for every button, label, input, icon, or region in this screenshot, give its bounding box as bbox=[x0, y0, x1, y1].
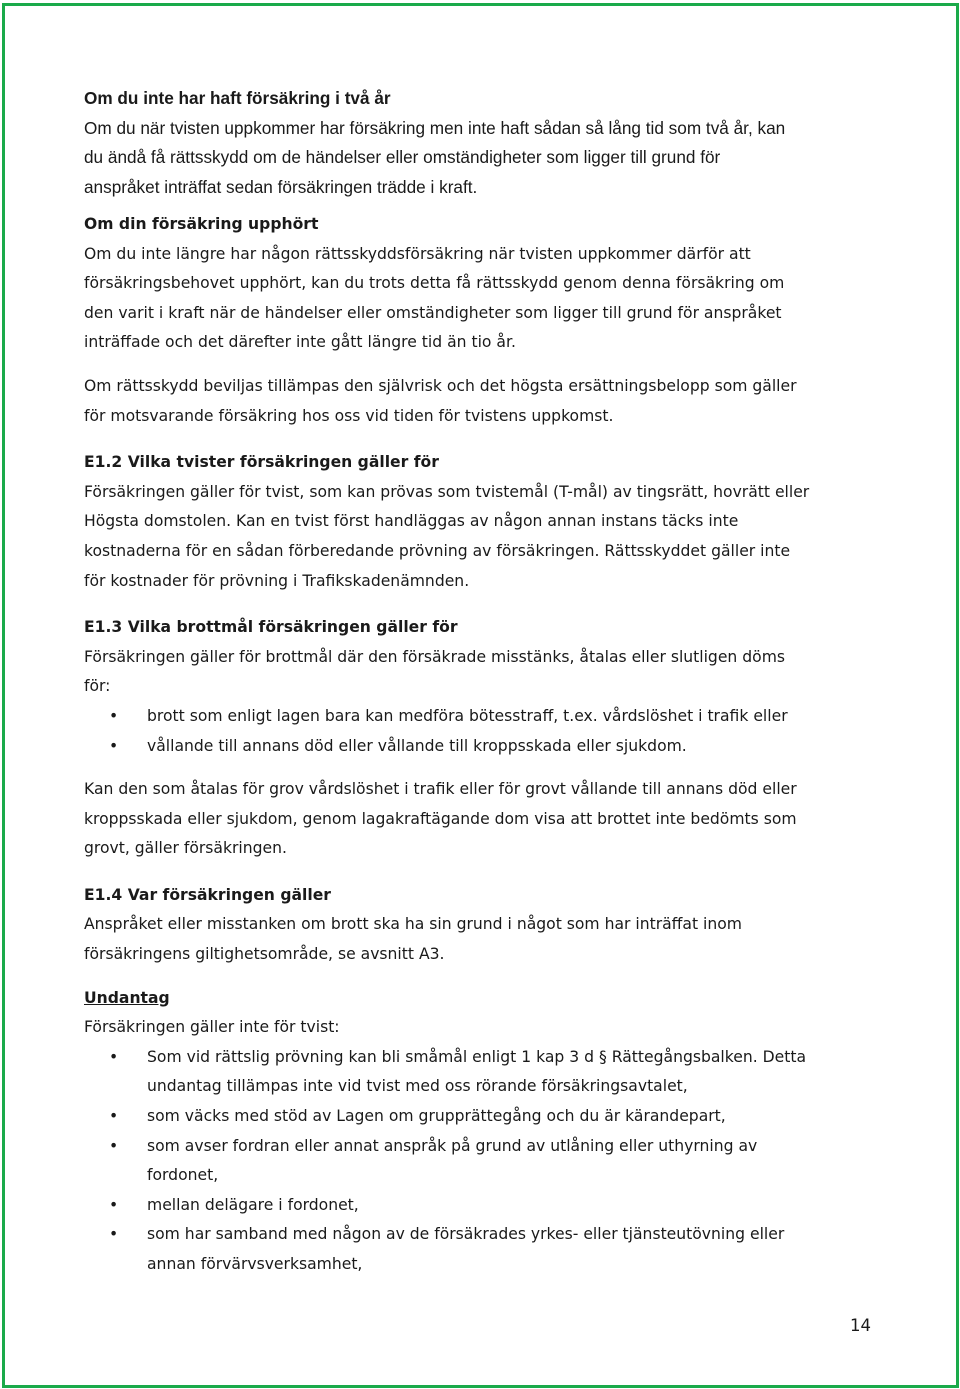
text-line: försäkringens giltighetsområde, se avsnitt A3. bbox=[84, 945, 445, 964]
list-item bbox=[84, 1043, 884, 1102]
bullet-icon: • bbox=[109, 1225, 119, 1244]
list-item-line: som avser fordran eller annat anspråk på grund av utlåning eller uthyrning av bbox=[147, 1136, 758, 1155]
section-heading: Undantag bbox=[84, 988, 170, 1007]
text-line: Om du inte längre har någon rättsskyddsförsäkring när tvisten uppkommer därför att bbox=[84, 244, 751, 263]
text-line: den varit i kraft när de händelser eller omständigheter som ligger till grund för anspråket bbox=[84, 303, 782, 322]
section-gross-negligence bbox=[84, 775, 884, 864]
list-item bbox=[84, 1132, 884, 1191]
list-item bbox=[84, 1102, 884, 1132]
section-no-insurance-two-years bbox=[84, 84, 884, 202]
list-item-line: fordonet, bbox=[147, 1166, 219, 1185]
list-item-line: Som vid rättslig prövning kan bli småmål enligt 1 kap 3 d § Rättegångsbalken. Detta bbox=[147, 1047, 807, 1066]
list-item-line: annan förvärvsverksamhet, bbox=[147, 1255, 363, 1273]
text-line: Högsta domstolen. Kan en tvist först handläggas av någon annan instans täcks inte bbox=[84, 512, 739, 531]
list-item bbox=[84, 1220, 884, 1279]
text-line: Anspråket eller misstanken om brott ska ha sin grund i något som har inträffat inom bbox=[84, 915, 742, 934]
list-item-line: mellan delägare i fordonet, bbox=[147, 1195, 359, 1214]
text-line: för motsvarande försäkring hos oss vid tiden för tvistens uppkomst. bbox=[84, 406, 614, 425]
list-item-line: undantag tillämpas inte vid tvist med oss rörande försäkringsavtalet, bbox=[147, 1077, 688, 1096]
bullet-icon: • bbox=[109, 1107, 119, 1126]
bullet-icon: • bbox=[109, 1047, 119, 1066]
section-insurance-ended bbox=[84, 210, 884, 358]
section-heading: E1.4 Var försäkringen gäller bbox=[84, 885, 331, 904]
bullet-icon: • bbox=[109, 706, 119, 725]
section-e1-3 bbox=[84, 613, 884, 761]
page-number: 14 bbox=[850, 1316, 871, 1335]
section-heading: E1.3 Vilka brottmål försäkringen gäller för bbox=[84, 618, 458, 637]
text-line: Försäkringen gäller för brottmål där den försäkrade misstänks, åtalas eller slutligen döms bbox=[84, 647, 786, 666]
bullet-list bbox=[84, 1043, 884, 1280]
text-line: för: bbox=[84, 677, 111, 696]
list-item-text: brott som enligt lagen bara kan medföra bötesstraff, t.ex. vårdslöshet i trafik eller bbox=[147, 706, 788, 725]
text-line: du ändå få rättsskydd om de händelser eller omständigheter som ligger till grund för bbox=[84, 147, 721, 167]
list-item bbox=[84, 1191, 884, 1221]
list-item bbox=[84, 732, 884, 762]
list-item-line: som väcks med stöd av Lagen om grupprättegång och du är kärandepart, bbox=[147, 1107, 726, 1126]
list-item-text: vållande till annans död eller vållande till kroppsskada eller sjukdom. bbox=[147, 736, 687, 755]
section-e1-2 bbox=[84, 448, 884, 596]
text-line: Kan den som åtalas för grov vårdslöshet i trafik eller för grovt vållande till annans död eller bbox=[84, 780, 797, 799]
section-deductible bbox=[84, 372, 884, 431]
bullet-icon: • bbox=[109, 1195, 119, 1214]
section-heading: E1.2 Vilka tvister försäkringen gäller för bbox=[84, 453, 439, 472]
text-line: kostnaderna för en sådan förberedande prövning av försäkringen. Rättsskyddet gäller inte bbox=[84, 541, 791, 560]
text-line: försäkringsbehovet upphört, kan du trots detta få rättsskydd genom denna försäkring om bbox=[84, 274, 785, 293]
section-exceptions bbox=[84, 984, 884, 1280]
section-heading: Om du inte har haft försäkring i två år bbox=[84, 88, 391, 108]
text-line: Om du när tvisten uppkommer har försäkring men inte haft sådan så lång tid som två år, kan bbox=[84, 117, 786, 138]
text-line: Försäkringen gäller inte för tvist: bbox=[84, 1018, 340, 1037]
text-line: inträffade och det därefter inte gått längre tid än tio år. bbox=[84, 333, 516, 352]
bullet-list bbox=[84, 702, 884, 761]
text-line: Om rättsskydd beviljas tillämpas den självrisk och det högsta ersättningsbelopp som gäller bbox=[84, 376, 797, 395]
section-e1-4 bbox=[84, 881, 884, 970]
text-line: grovt, gäller försäkringen. bbox=[84, 839, 287, 858]
text-line: för kostnader för prövning i Trafikskadenämnden. bbox=[84, 571, 470, 590]
bullet-icon: • bbox=[109, 736, 119, 755]
text-line: kroppsskada eller sjukdom, genom lagakraftägande dom visa att brottet inte bedömts som bbox=[84, 809, 797, 828]
list-item-line: som har samband med någon av de försäkrades yrkes- eller tjänsteutövning eller bbox=[147, 1225, 785, 1244]
section-heading: Om din försäkring upphört bbox=[84, 215, 319, 233]
text-line: anspråket inträffat sedan försäkringen trädde i kraft. bbox=[84, 176, 478, 197]
list-item bbox=[84, 702, 884, 732]
text-line: Försäkringen gäller för tvist, som kan prövas som tvistemål (T-mål) av tingsrätt, hovrätt eller bbox=[84, 482, 810, 501]
bullet-icon: • bbox=[109, 1136, 119, 1155]
document-body bbox=[84, 84, 884, 1280]
